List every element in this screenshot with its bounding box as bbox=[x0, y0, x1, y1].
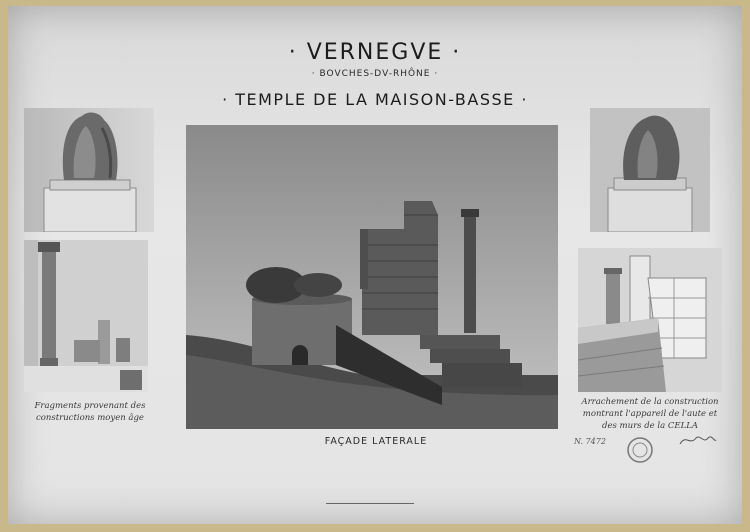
statue-left-image bbox=[24, 108, 154, 232]
facade-caption: FAÇADE LATERALE bbox=[324, 436, 428, 447]
construction-caption bbox=[578, 396, 722, 432]
town-title: · VERNEGVE · bbox=[288, 40, 462, 65]
fragments-caption bbox=[30, 400, 150, 424]
bottom-rule bbox=[326, 503, 414, 504]
fragments-caption-line-2: constructions moyen âge bbox=[36, 413, 144, 423]
construction-caption-line-3: des murs de la CELLA bbox=[602, 421, 698, 431]
signature bbox=[678, 432, 718, 448]
statue-right-image bbox=[590, 108, 710, 232]
construction-detail-image bbox=[578, 248, 722, 392]
facade-laterale-image bbox=[186, 125, 558, 429]
fragments-image bbox=[24, 240, 148, 392]
monument-title: · TEMPLE DE LA MAISON-BASSE · bbox=[222, 90, 528, 109]
construction-caption-line-2: montrant l'appareil de l'aute et bbox=[582, 409, 718, 419]
fragments-caption-line-1: Fragments provenant des bbox=[34, 401, 146, 411]
inventory-number: N. 7472 bbox=[574, 437, 606, 446]
stamp-seal bbox=[626, 436, 654, 464]
department-subtitle: · BOVCHES-DV-RHÔNE · bbox=[311, 69, 439, 79]
construction-caption-line-1: Arrachement de la construction bbox=[581, 397, 719, 407]
